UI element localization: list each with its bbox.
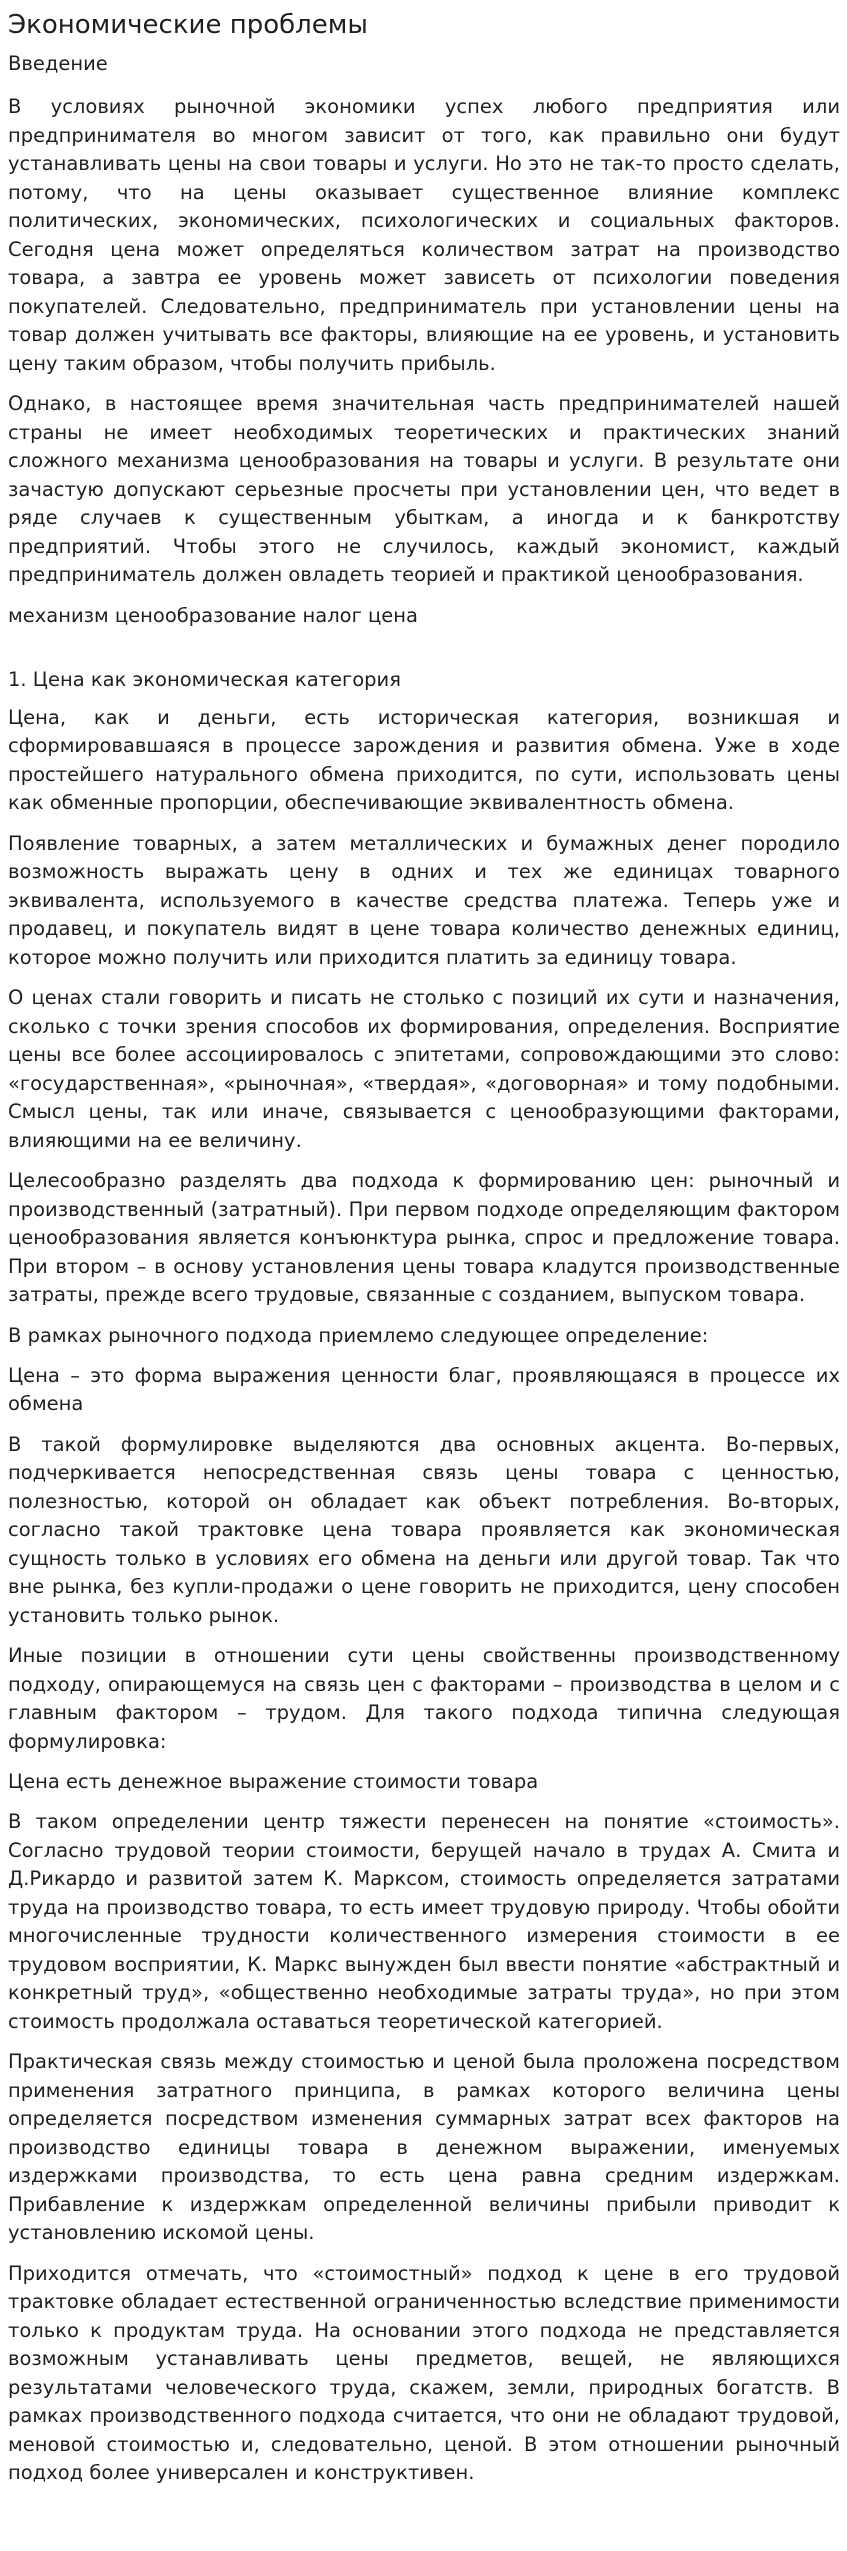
section-paragraph: Целесообразно разделять два подхода к формированию цен: рыночный и производственный (затратный). При первом подходе определяющим фактором ценообразования является конъюнктура рынка, спрос и предложение товара. При втором – в основу установления цены товара кладутся производственные затраты, прежде всего трудовые, связанные с созданием, выпуском товара. (8, 1169, 840, 1306)
section-paragraph: Цена, как и деньги, есть историческая категория, возникшая и сформировавшаяся в процессе зарождения и развития обмена. Уже в ходе простейшего натурального обмена приходится, по сути, использовать цены как обменные пропорции, обеспечивающие эквивалентность обмена. (8, 705, 840, 814)
section-paragraph: О ценах стали говорить и писать не столько с позиций их сути и назначения, сколько с точки зрения способов их формирования, определения. Восприятие цены все более ассоциировалось с эпитетами, сопровождающими это слово: «государственная», «рыночная», «твердая», «договорная» и тому подобными. Смысл цены, так или иначе, связывается с ценообразующими факторами, влияющими на ее величину. (8, 986, 840, 1152)
market-approach-intro: В рамках рыночного подхода приемлемо следующее определение: (8, 1323, 709, 1347)
price-definition-production: Цена есть денежное выражение стоимости товара (8, 1770, 539, 1793)
section-paragraph: В такой формулировке выделяются два основных акцента. Во-первых, подчеркивается непосредственная связь цены товара с ценностью, полезностью, которой он обладает как объект потребления. Во-вторых, согласно такой трактовке цена товара проявляется как экономическая сущность только в условиях его обмена на деньги или другой товар. Так что вне рынка, без купли-продажи о цене говорить не приходится, цену способен установить только рынок. (8, 1432, 840, 1627)
section-1 (8, 666, 840, 2488)
section-paragraph: Приходится отмечать, что «стоимостный» подход к цене в его трудовой трактовке обладает естественной ограниченностью вследствие применимости только к продуктам труда. На основании этого подхода не представляется возможным устанавливать цены предметов, вещей, не являющихся результатами человеческого труда, скажем, земли, природных богатств. В рамках производственного подхода считается, что они не обладают трудовой, меновой стоимостью и, следовательно, ценой. В этом отношении рыночный подход более универсален и конструктивен. (8, 2261, 840, 2484)
section-paragraph: Иные позиции в отношении сути цены свойственны производственному подходу, опирающемуся на связь цен с факторами – производства в целом и с главным фактором – трудом. Для такого подхода типична следующая формулировка: (8, 1644, 840, 1753)
keywords-line: механизм ценообразование налог цена (8, 603, 418, 627)
section-paragraph: Практическая связь между стоимостью и ценой была проложена посредством применения затратного принципа, в рамках которого величина цены определяется посредством изменения суммарных затрат всех факторов на производство единицы товара в денежном выражении, именуемых издержками производства, то есть цена равна средним издержкам. Прибавление к издержкам определенной величины прибыли приводит к установлению искомой цены. (8, 2050, 840, 2244)
price-definition-market: Цена – это форма выражения ценности благ, проявляющаяся в процессе их обмена (8, 1363, 840, 1415)
document-title: Экономические проблемы (8, 10, 368, 40)
section-paragraph: Появление товарных, а затем металлических и бумажных денег породило возможность выражать цену в одних и тех же единицах товарного эквивалента, используемого в качестве средства платежа. Теперь уже и продавец, и покупатель видят в цене товара количество денежных единиц, которое можно получить или приходится платить за единицу товара. (8, 831, 840, 969)
intro-paragraph: В условиях рыночной экономики успех любого предприятия или предпринимателя во многом зависит от того, как правильно они будут устанавливать цены на свои товары и услуги. Но это не так-то просто сделать, потому, что на цены оказывает существенное влияние комплекс политических, экономических, психологических и социальных факторов. Сегодня цена может определяться количеством затрат на производство товара, а завтра ее уровень может зависеть от психологии поведения покупателей. Следовательно, предприниматель при установлении цены на товар должен учитывать все факторы, влияющие на ее уровень, и установить цену таким образом, чтобы получить прибыль. (8, 95, 840, 375)
section-paragraph: В таком определении центр тяжести перенесен на понятие «стоимость». Согласно трудовой теории стоимости, берущей начало в трудах А. Смита и Д.Рикардо и развитой затем К. Марксом, стоимость определяется затратами труда на производство товара, то есть имеет трудовую природу. Чтобы обойти многочисленные трудности количественного измерения стоимости в ее трудовом восприятии, К. Маркс вынужден был ввести понятие «абстрактный и конкретный труд», «общественно необходимые затраты труда», но при этом стоимость продолжала оставаться теоретической категорией. (8, 1810, 840, 2033)
intro-heading: Введение (8, 52, 108, 75)
section-1-heading: 1. Цена как экономическая категория (8, 667, 401, 691)
intro-paragraph: Однако, в настоящее время значительная часть предпринимателей нашей страны не имеет необходимых теоретических и практических знаний сложного механизма ценообразования на товары и услуги. В результате они зачастую допускают серьезные просчеты при установлении цен, что ведет в ряде случаев к существенным убыткам, а иногда и к банкротству предприятий. Чтобы этого не случилось, каждый экономист, каждый предприниматель должен овладеть теорией и практикой ценообразования. (8, 392, 840, 586)
intro-section (8, 93, 840, 590)
